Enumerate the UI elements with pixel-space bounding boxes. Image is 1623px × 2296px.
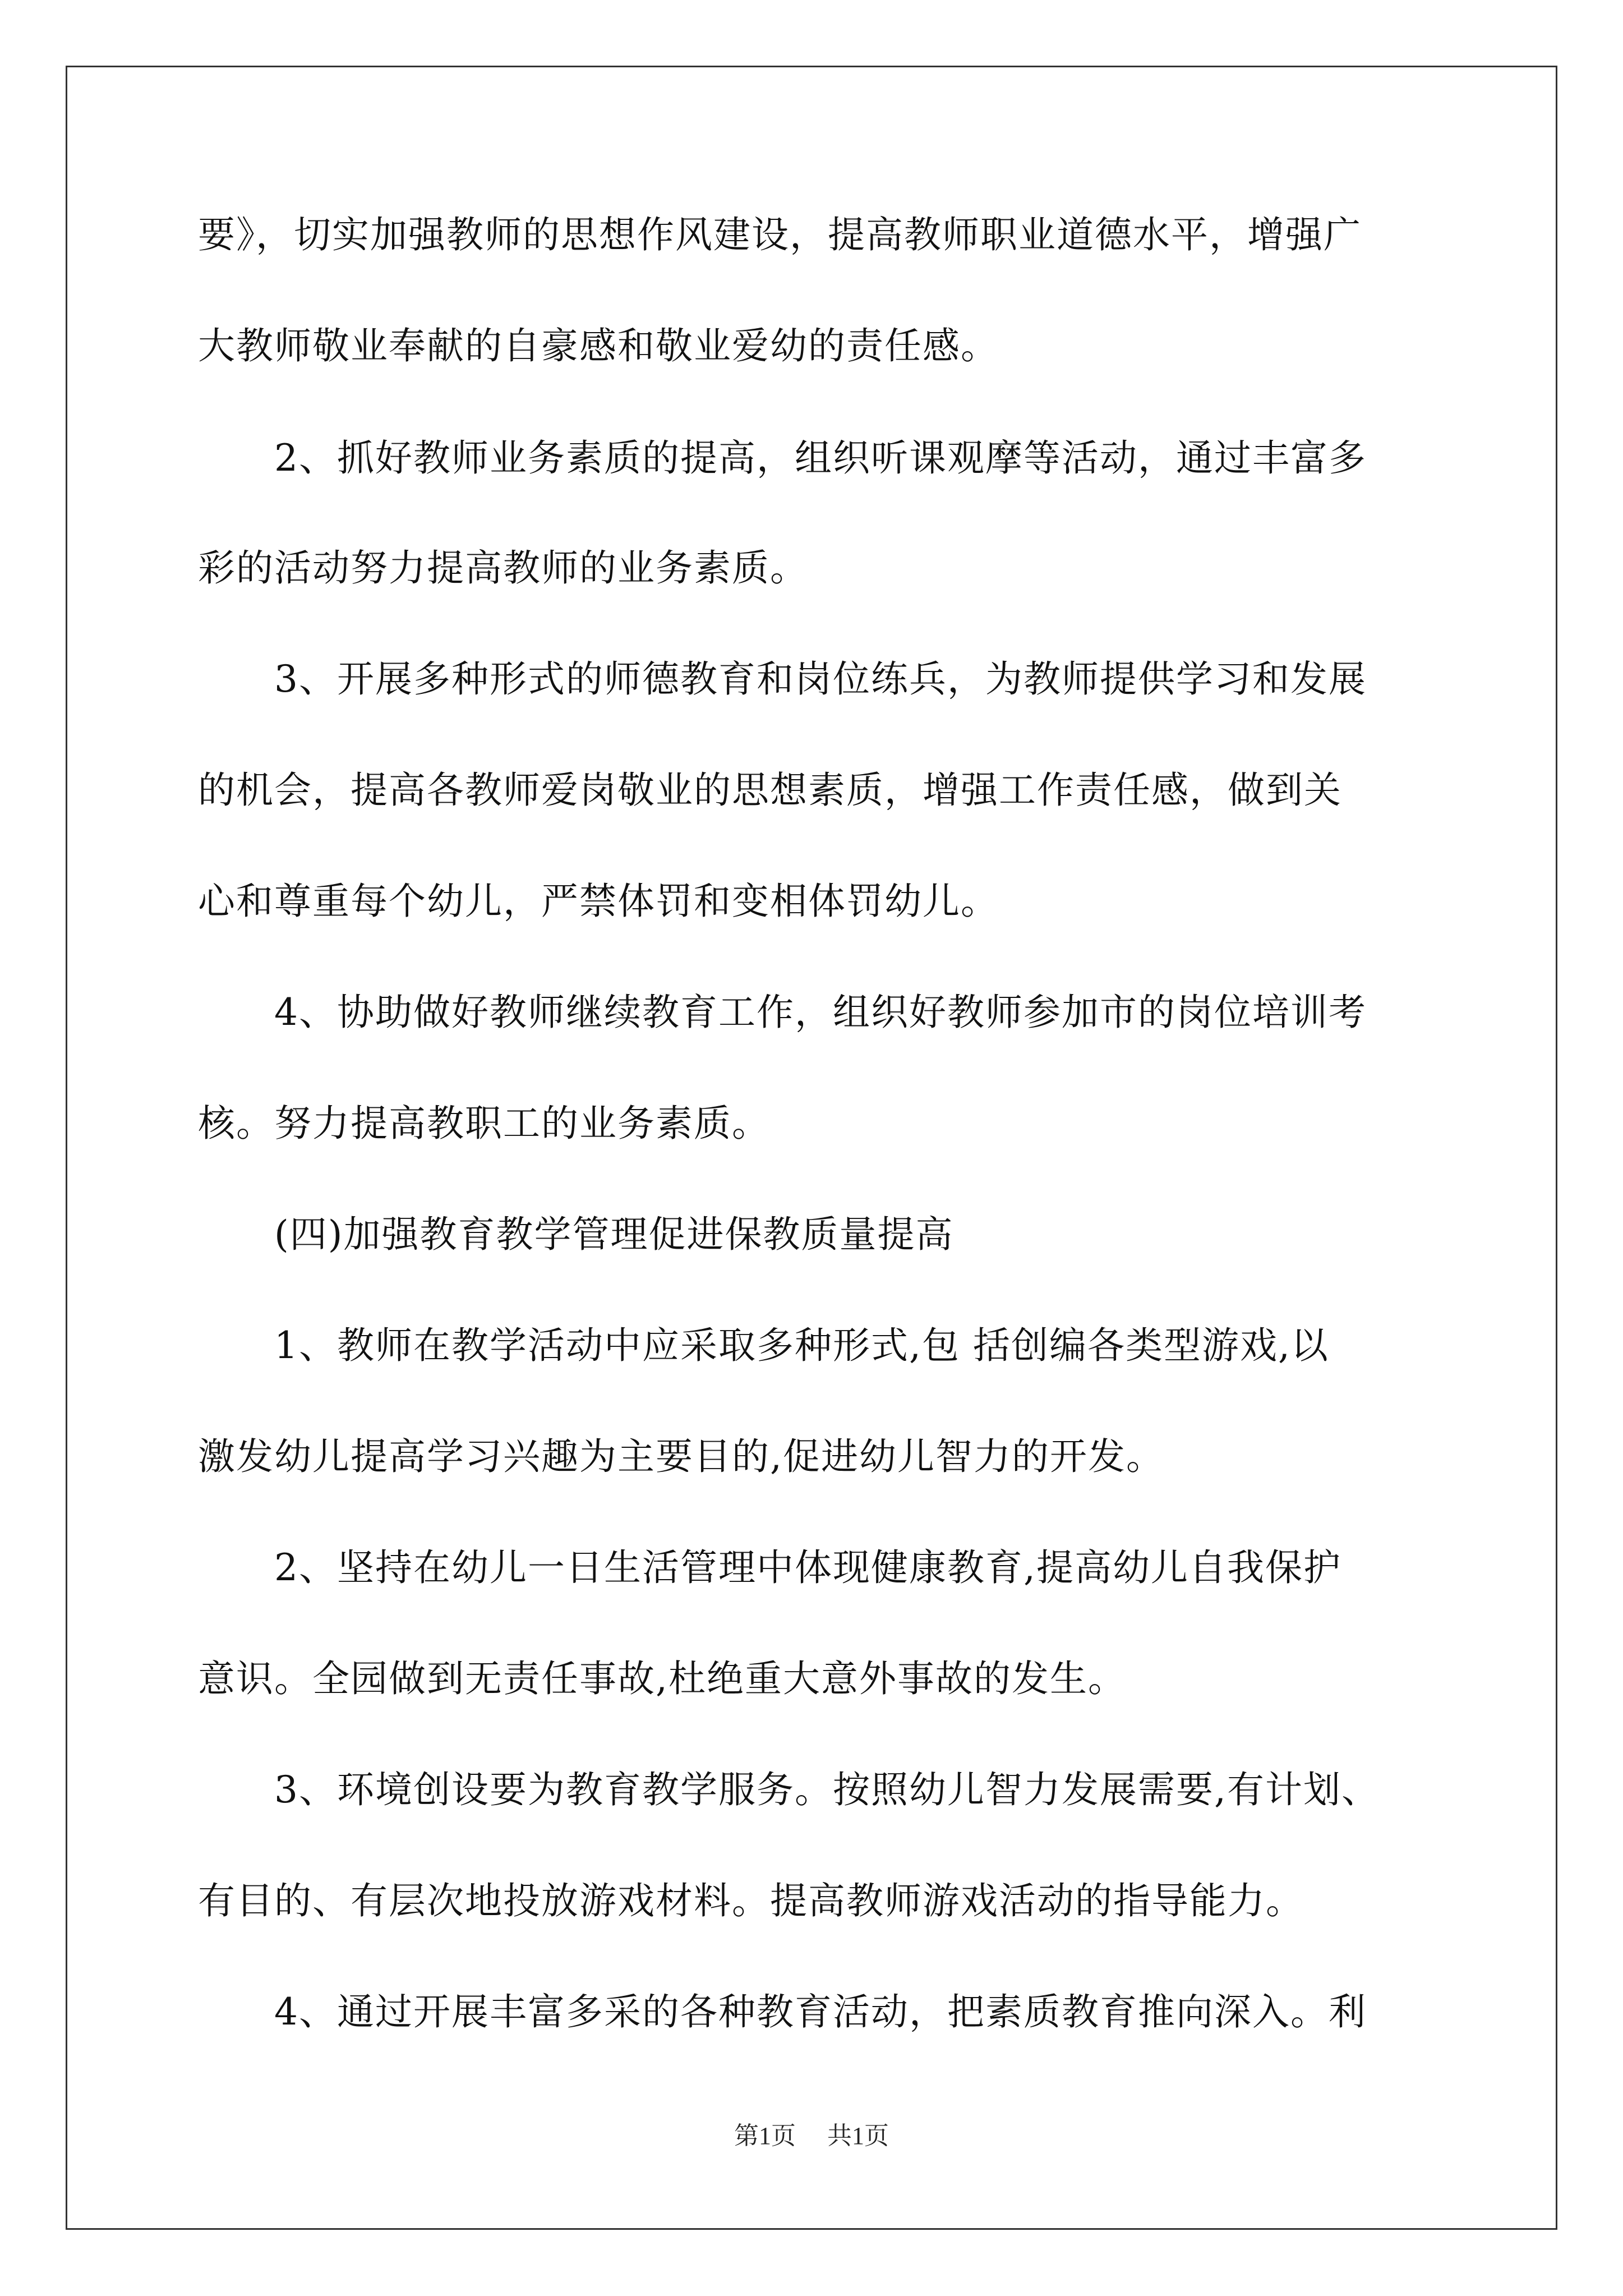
text-line: 激发幼儿提高学习兴趣为主要目的,促进幼儿智力的开发。 [198,1435,1164,1478]
text-line: 2、坚持在幼儿一日生活管理中体现健康教育,提高幼儿自我保护 [198,1546,1341,1589]
text-line: 3、开展多种形式的师德教育和岗位练兵，为教师提供学习和发展 [198,657,1367,701]
page-footer [0,2119,1623,2153]
text-line: 4、协助做好教师继续教育工作，组织好教师参加市的岗位培训考 [198,991,1367,1034]
page-total: 共1页 [827,2122,889,2150]
text-line: 大教师敬业奉献的自豪感和敬业爱幼的责任感。 [198,324,999,367]
text-line: 3、环境创设要为教育教学服务。按照幼儿智力发展需要,有计划、 [198,1768,1380,1811]
page-number: 第1页 [734,2122,796,2150]
text-line: 核。努力提高教职工的业务素质。 [198,1102,770,1145]
text-line: 1、教师在教学活动中应采取多种形式,包 括创编各类型游戏,以 [198,1324,1329,1367]
text-line: 4、通过开展丰富多采的各种教育活动，把素质教育推向深入。利 [198,1990,1367,2033]
text-line: 要》，切实加强教师的思想作风建设，提高教师职业道德水平，增强广 [198,213,1362,256]
text-line: 2、抓好教师业务素质的提高，组织听课观摩等活动，通过丰富多 [198,436,1367,480]
text-line: 心和尊重每个幼儿，严禁体罚和变相体罚幼儿。 [198,880,999,923]
text-line: 彩的活动努力提高教师的业务素质。 [198,546,808,590]
section-heading: (四)加强教育教学管理促进保教质量提高 [198,1213,954,1256]
text-line: 意识。全园做到无责任事故,杜绝重大意外事故的发生。 [198,1657,1126,1700]
text-line: 有目的、有层次地投放游戏材料。提高教师游戏活动的指导能力。 [198,1879,1304,1922]
text-line: 的机会，提高各教师爱岗敬业的思想素质，增强工作责任感，做到关 [198,769,1342,812]
